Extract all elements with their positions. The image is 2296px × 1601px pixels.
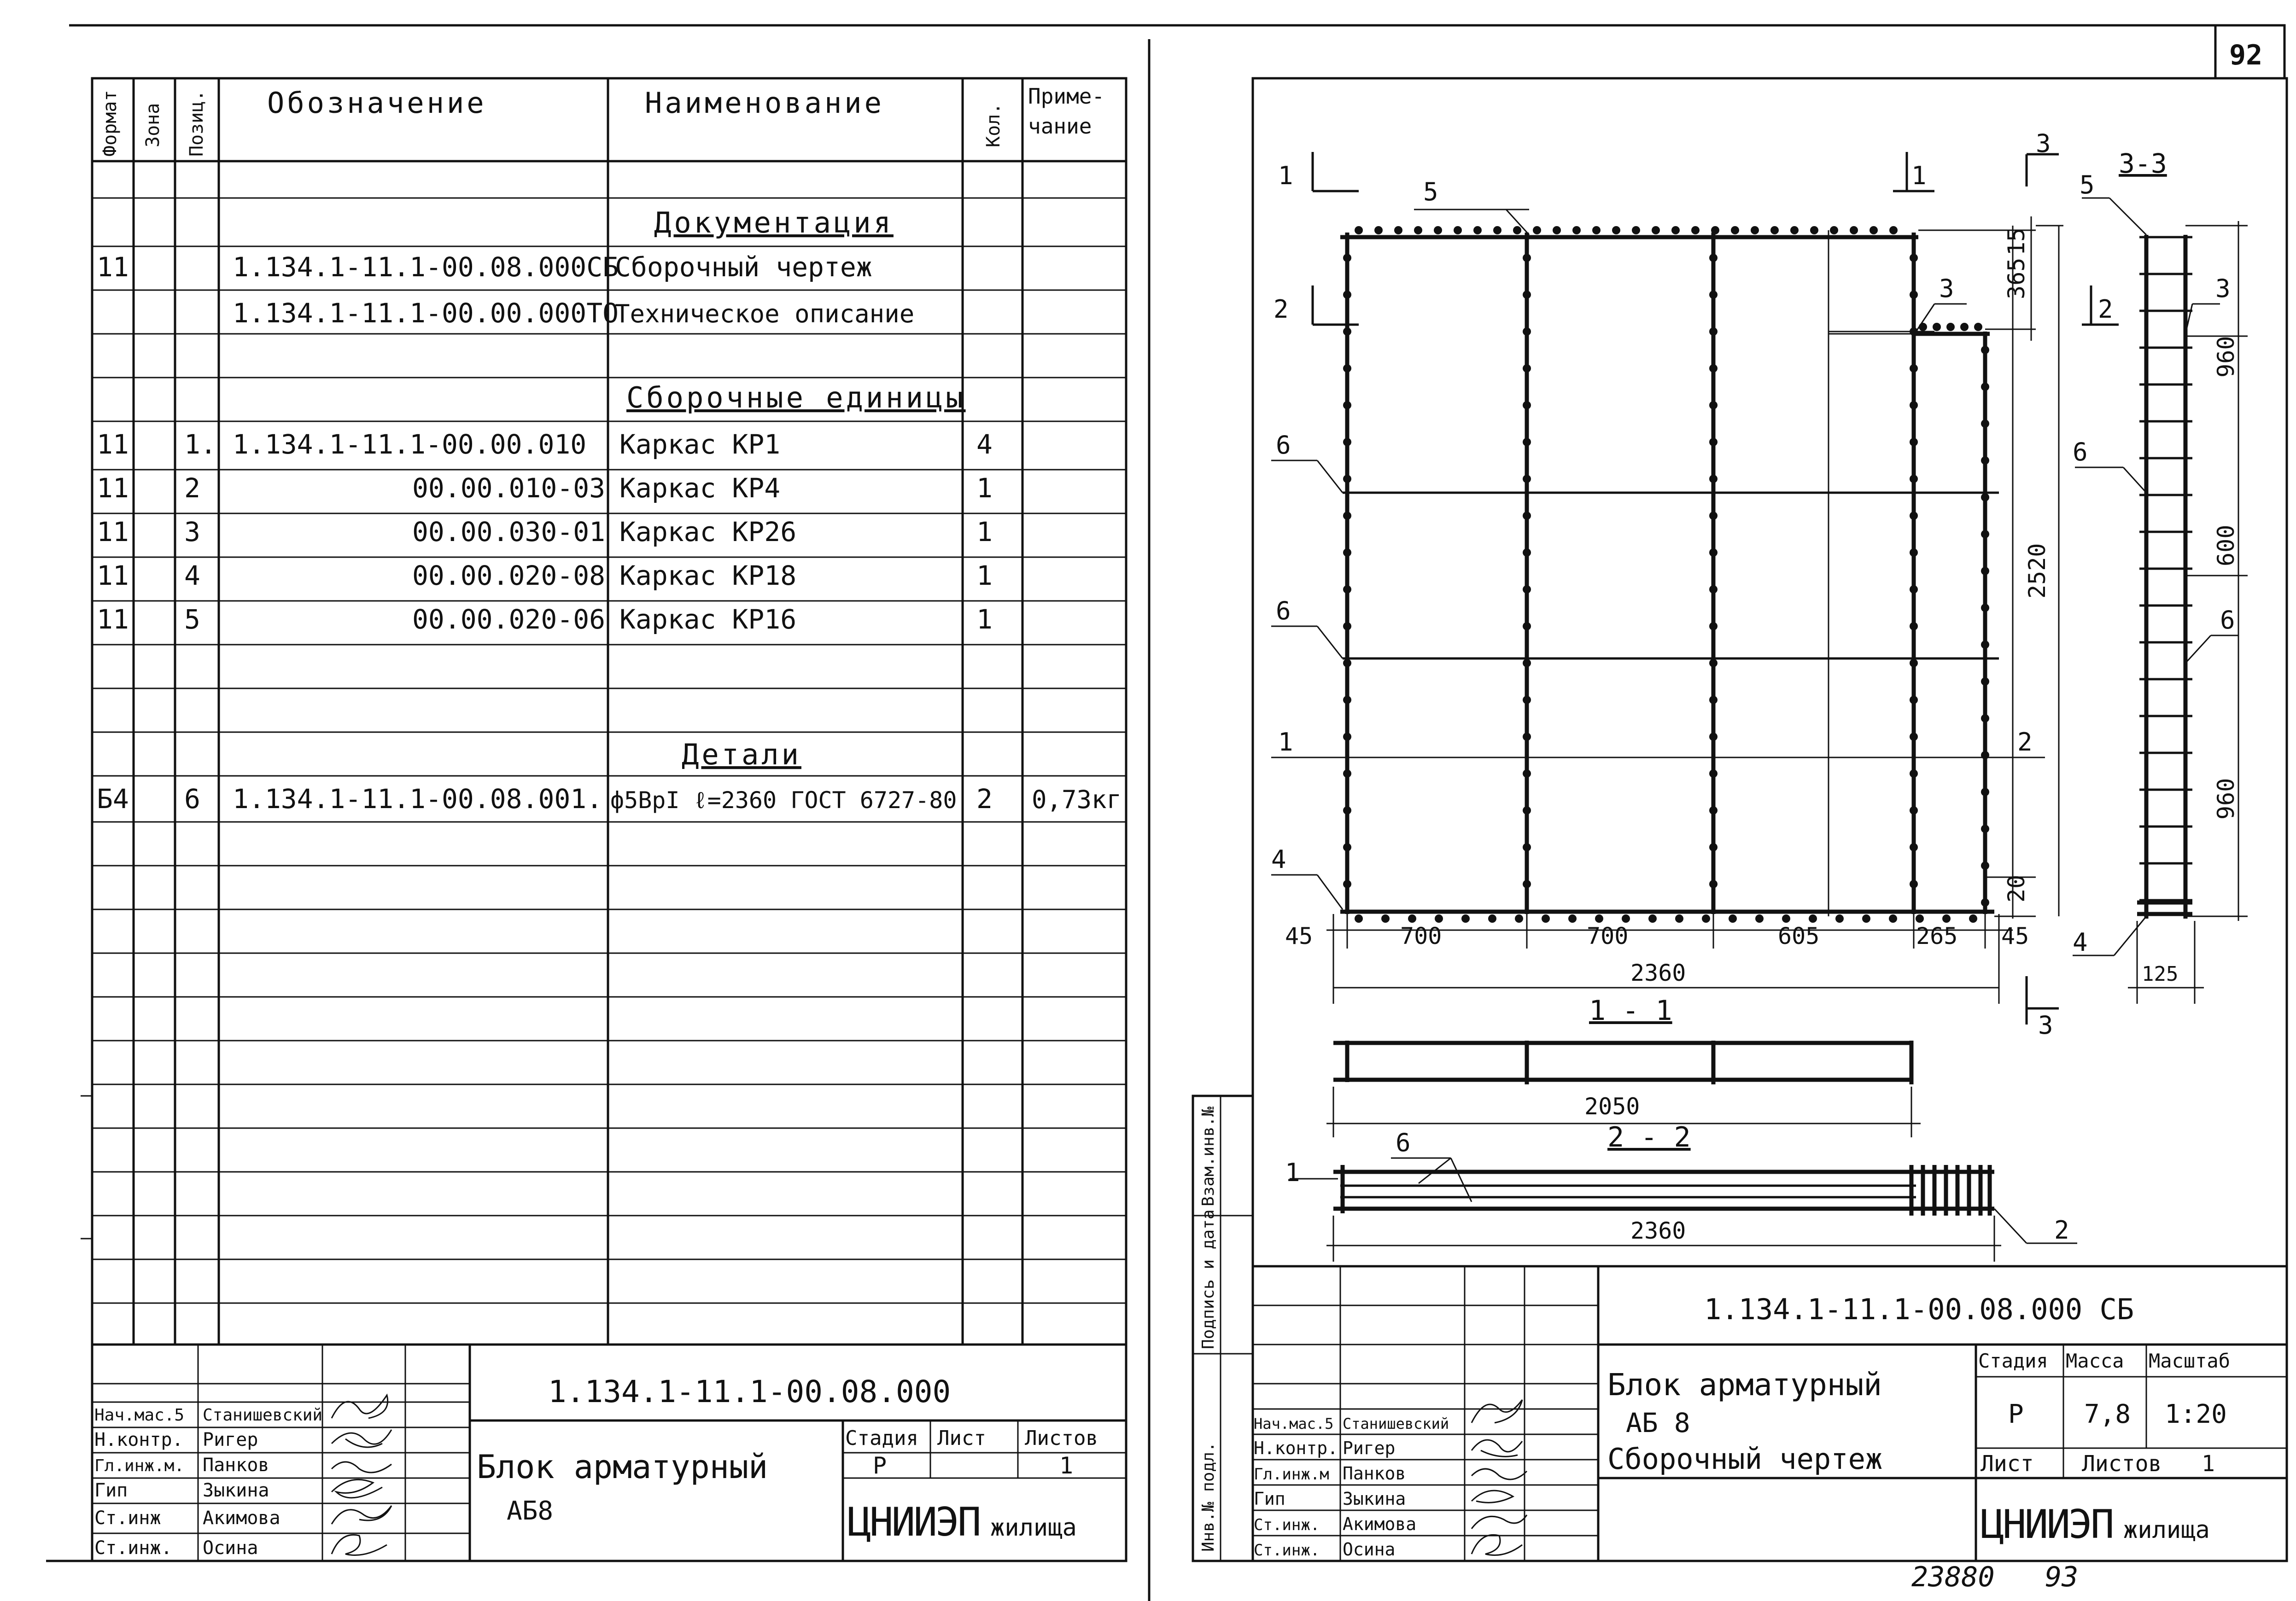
section-1-1-label: 1 - 1 — [1589, 995, 1672, 1027]
dim-125: 125 — [2142, 962, 2179, 986]
bar-dot — [1910, 880, 1918, 888]
callout-2-section-2: 2 — [2054, 1216, 2069, 1245]
header-designation: Обозначение — [267, 86, 487, 120]
handwritten-signature-icon — [1472, 1400, 1527, 1555]
bar-dot — [1461, 914, 1470, 923]
cage-elevation — [1271, 230, 1999, 916]
header-note-2: чание — [1028, 114, 1092, 139]
section-assembly-units: Сборочные единицы — [626, 381, 966, 414]
bar-dot — [1709, 512, 1718, 520]
bar-dot — [1343, 512, 1351, 520]
bar-dot — [1343, 548, 1351, 557]
bar-dot — [1809, 914, 1817, 923]
bar-dot — [1782, 914, 1790, 923]
bar-dot — [1981, 419, 1989, 428]
bar-dot — [1343, 880, 1351, 888]
bar-dot — [1709, 806, 1718, 815]
bar-dot — [1343, 622, 1351, 630]
bar-dot — [1981, 640, 1989, 649]
bar-dot — [1343, 696, 1351, 704]
bar-dot — [1709, 364, 1718, 373]
section-3-3 — [2027, 129, 2248, 1040]
drawing-sheets-label: Листов — [2082, 1451, 2162, 1477]
bar-dot — [1981, 898, 1989, 907]
row-u2-designation: 00.00.010-03 — [412, 472, 606, 504]
bar-dot — [1709, 401, 1718, 409]
drawing-scale: 1:20 — [2165, 1399, 2227, 1429]
bar-dot — [1533, 226, 1541, 234]
row-u2-name: Каркас КР4 — [619, 472, 781, 504]
bar-dot — [1709, 254, 1718, 262]
spec-sig-role-1: Нач.мас.5 — [94, 1406, 185, 1425]
bar-dot — [1414, 226, 1422, 234]
bar-dot — [1523, 843, 1531, 851]
bar-dot — [1434, 226, 1442, 234]
drawing-scale-label: Масштаб — [2149, 1350, 2231, 1372]
spec-title-1: Блок арматурный — [477, 1448, 768, 1486]
section-1-label-left: 1 — [1278, 161, 1293, 190]
row-u2-qty: 1 — [976, 472, 993, 504]
drawing-title-3: Сборочный чертеж — [1607, 1442, 1883, 1476]
dim-15: 15 — [2003, 227, 2030, 256]
bar-dot — [1910, 585, 1918, 594]
row-d1-note: 0,73кг — [1032, 785, 1122, 814]
header-position: Позиц. — [186, 90, 207, 157]
bar-dot — [1523, 475, 1531, 483]
bar-dot — [1981, 825, 1989, 833]
spec-sig-role-4: Гип — [94, 1480, 128, 1501]
bar-dot — [1850, 226, 1858, 234]
row-u3-name: Каркас КР26 — [619, 516, 797, 547]
drawing-sheets-count: 1 — [2202, 1451, 2215, 1477]
row-u5-format: 11 — [97, 604, 129, 635]
dim-2050: 2050 — [1584, 1093, 1640, 1120]
bar-dot — [1981, 383, 1989, 391]
bar-dot — [1942, 914, 1951, 923]
dim-2360-bottom: 2360 — [1630, 1217, 1686, 1244]
side-inv-orig: Инв.№ подл. — [1199, 1442, 1218, 1552]
archive-sheet: 93 — [2045, 1561, 2079, 1593]
bar-dot — [1910, 843, 1918, 851]
bar-dot — [1709, 659, 1718, 667]
bar-dot — [1910, 512, 1918, 520]
bar-dot — [1709, 475, 1718, 483]
bar-dot — [1523, 364, 1531, 373]
callout-6-lower: 6 — [1276, 596, 1291, 625]
drawing-mass-label: Масса — [2066, 1350, 2124, 1372]
drawing-code: 1.134.1-11.1-00.08.000 СБ — [1704, 1292, 2134, 1326]
drawing-stage-label: Стадия — [1978, 1350, 2048, 1372]
spec-sig-role-6: Ст.инж. — [94, 1537, 172, 1559]
bar-dot — [1523, 254, 1531, 262]
bar-dot — [1729, 914, 1737, 923]
spec-stage: Р — [873, 1452, 887, 1479]
row-d1-name: ф5ВрI ℓ=2360 ГОСТ 6727-80 — [610, 787, 957, 814]
drawing-sig-role-1: Нач.мас.5 — [1254, 1415, 1334, 1432]
bar-dot — [1916, 914, 1924, 923]
bar-dot — [1523, 291, 1531, 299]
bar-dot — [1343, 254, 1351, 262]
bar-dot — [1592, 226, 1601, 234]
bar-dot — [1343, 438, 1351, 446]
bar-dot — [1889, 226, 1898, 234]
spec-sig-name-5: Акимова — [203, 1508, 280, 1529]
bar-dot — [1810, 226, 1818, 234]
drawing-title-block — [1253, 1266, 2287, 1561]
bar-dot — [1612, 226, 1620, 234]
bar-dot — [1381, 914, 1390, 923]
header-zone: Зона — [142, 103, 164, 147]
drawing-org-1: ЦНИИЭП — [1981, 1502, 2113, 1548]
bar-dot — [1981, 346, 1989, 354]
drawing-sig-name-4: Зыкина — [1343, 1489, 1406, 1509]
row-u1-format: 11 — [97, 429, 129, 460]
bar-dot — [1523, 769, 1531, 778]
row-u5-name: Каркас КР16 — [619, 604, 797, 635]
dim-605: 605 — [1778, 923, 1820, 949]
bar-dot — [1981, 862, 1989, 870]
row-doc1-name: Сборочный чертеж — [615, 251, 872, 283]
row-u1-qty: 4 — [976, 429, 993, 460]
bar-dot — [1946, 323, 1955, 331]
bar-dot — [1652, 226, 1660, 234]
spec-org-1: ЦНИИЭП — [847, 1499, 980, 1545]
bar-dot — [1709, 438, 1718, 446]
drawing-sig-name-3: Панков — [1343, 1463, 1406, 1484]
bar-dot — [1515, 914, 1523, 923]
drawing-sig-name-1: Станишевский — [1343, 1415, 1449, 1432]
row-d1-qty: 2 — [976, 783, 993, 815]
bar-dot — [1523, 438, 1531, 446]
bar-dot — [1910, 548, 1918, 557]
callout-5: 5 — [1423, 177, 1438, 206]
row-doc2-name: Техническое описание — [615, 299, 915, 328]
dim-20: 20 — [2003, 874, 2030, 902]
row-u3-designation: 00.00.030-01 — [412, 516, 606, 547]
bar-dot — [1374, 226, 1383, 234]
dim-265: 265 — [1916, 923, 1958, 949]
drawing-sig-name-6: Осина — [1343, 1539, 1396, 1560]
callout-6-section-a: 6 — [2073, 437, 2088, 466]
row-u5-designation: 00.00.020-06 — [412, 604, 606, 635]
bar-dot — [1709, 880, 1718, 888]
row-u5-pos: 5 — [184, 604, 200, 635]
section-documentation: Документация — [654, 206, 894, 239]
section-3-mark-bottom: 3 — [2038, 1011, 2053, 1040]
bar-dot — [1910, 769, 1918, 778]
bar-dot — [1910, 622, 1918, 630]
drawing-sig-role-3: Гл.инж.м — [1254, 1465, 1329, 1484]
bar-dot — [1910, 659, 1918, 667]
bar-dot — [1523, 806, 1531, 815]
spec-sig-role-5: Ст.инж — [94, 1508, 161, 1529]
row-u3-pos: 3 — [184, 516, 200, 547]
spec-code: 1.134.1-11.1-00.08.000 — [548, 1374, 951, 1409]
row-doc1-format: 11 — [97, 251, 129, 283]
drawing-mass: 7,8 — [2084, 1399, 2131, 1429]
dim-700-a: 700 — [1400, 923, 1442, 949]
dim-2360-top: 2360 — [1630, 960, 1686, 986]
bar-dot — [1790, 226, 1799, 234]
bar-dot — [1709, 696, 1718, 704]
spec-sig-name-1: Станишевский — [203, 1406, 323, 1425]
spec-org-2: жилища — [990, 1514, 1077, 1542]
bar-dot — [1770, 226, 1779, 234]
spec-sig-name-4: Зыкина — [203, 1480, 269, 1501]
bar-dot — [1910, 438, 1918, 446]
bar-dot — [1981, 714, 1989, 722]
section-1-1 — [1326, 995, 1921, 1137]
bar-dot — [1870, 226, 1878, 234]
bar-dot — [1910, 733, 1918, 741]
side-signature-date: Подпись и дата — [1199, 1209, 1218, 1349]
row-doc2-designation: 1.134.1-11.1-00.00.000ТО — [233, 297, 619, 329]
drawing-title-1: Блок арматурный — [1607, 1367, 1882, 1403]
bar-dot — [1919, 323, 1927, 331]
dim-960-top: 960 — [2213, 336, 2239, 378]
callout-6-section-2: 6 — [1396, 1128, 1411, 1157]
bar-dot — [1488, 914, 1496, 923]
spec-sig-role-3: Гл.инж.м. — [94, 1456, 185, 1475]
bar-dot — [1969, 914, 1977, 923]
bar-dot — [1709, 291, 1718, 299]
bar-dot — [1343, 327, 1351, 336]
bar-dot — [1648, 914, 1657, 923]
bar-dot — [1523, 733, 1531, 741]
bar-dot — [1889, 914, 1897, 923]
bar-dot — [1523, 622, 1531, 630]
bar-dot — [1711, 226, 1719, 234]
bar-dot — [1974, 323, 1982, 331]
bar-dot — [1910, 475, 1918, 483]
bar-dot — [1343, 733, 1351, 741]
spec-title-2: АБ8 — [507, 1496, 554, 1526]
bar-dot — [1830, 226, 1838, 234]
section-1-label-right: 1 — [1911, 161, 1927, 190]
row-u4-name: Каркас КР18 — [619, 560, 797, 591]
bar-dot — [1408, 914, 1416, 923]
bar-dot — [1751, 226, 1759, 234]
bar-dot — [1981, 493, 1989, 501]
row-u1-designation: 1.134.1-11.1-00.00.010 — [233, 429, 587, 460]
row-u4-format: 11 — [97, 560, 129, 591]
bar-dot — [1910, 291, 1918, 299]
bar-dot — [1981, 677, 1989, 686]
bar-dot — [1523, 880, 1531, 888]
row-u1-pos: 1. — [184, 429, 216, 460]
callout-3: 3 — [1939, 274, 1954, 303]
bar-dot — [1622, 914, 1630, 923]
spec-sig-name-6: Осина — [203, 1537, 258, 1559]
bar-dot — [1595, 914, 1603, 923]
callout-6-upper: 6 — [1276, 431, 1291, 460]
spec-sheet-count: 1 — [1059, 1452, 1074, 1479]
bar-dot — [1343, 291, 1351, 299]
bar-dot — [1910, 364, 1918, 373]
bar-dot — [1632, 226, 1640, 234]
bar-dot — [1355, 226, 1363, 234]
dim-700-b: 700 — [1587, 923, 1629, 949]
bar-dot — [1523, 659, 1531, 667]
row-u2-pos: 2 — [184, 472, 200, 504]
bar-dot — [1454, 226, 1462, 234]
bar-dot — [1343, 475, 1351, 483]
dim-45-left: 45 — [1285, 923, 1313, 949]
header-format: Формат — [99, 90, 121, 157]
side-replaces-inv: Взам.инв.№ — [1199, 1106, 1218, 1206]
section-3-mark-top: 3 — [2036, 129, 2051, 158]
spec-sig-name-2: Ригер — [203, 1429, 258, 1450]
bar-dot — [1343, 585, 1351, 594]
bar-dot — [1343, 401, 1351, 409]
bar-dot — [1671, 226, 1680, 234]
bar-dot — [1709, 733, 1718, 741]
bar-dot — [1568, 914, 1577, 923]
drawing-org-2: жилища — [2123, 1516, 2210, 1544]
bar-dot — [1910, 806, 1918, 815]
row-u4-qty: 1 — [976, 560, 993, 591]
drawing-sheet-label: Лист — [1981, 1451, 2034, 1477]
bar-dot — [1435, 914, 1443, 923]
spec-sig-name-3: Панков — [203, 1455, 269, 1476]
section-2-label-left: 2 — [1274, 295, 1289, 324]
drawing-sig-role-5: Ст.инж. — [1254, 1516, 1320, 1534]
bar-dot — [1702, 914, 1710, 923]
callout-1-section-2: 1 — [1285, 1158, 1300, 1187]
dim-2520: 2520 — [2024, 543, 2051, 599]
row-u4-designation: 00.00.020-08 — [412, 560, 606, 591]
archive-number: 23880 — [1911, 1561, 1995, 1593]
row-u5-qty: 1 — [976, 604, 993, 635]
dim-600: 600 — [2213, 524, 2239, 566]
bar-dot — [1910, 254, 1918, 262]
bar-dot — [1343, 769, 1351, 778]
bar-dot — [1343, 364, 1351, 373]
bar-cross-section-dots — [1343, 226, 1989, 923]
drawing-sig-role-6: Ст.инж. — [1254, 1541, 1320, 1560]
spec-sheets-label: Листов — [1025, 1426, 1098, 1450]
bar-dot — [1343, 806, 1351, 815]
section-marker-1 — [1313, 152, 1934, 191]
bar-dot — [1960, 323, 1969, 331]
bar-dot — [1709, 843, 1718, 851]
bar-dot — [1523, 327, 1531, 336]
bar-dot — [1523, 401, 1531, 409]
bar-dot — [1755, 914, 1764, 923]
bar-dot — [1981, 788, 1989, 796]
bar-dot — [1493, 226, 1501, 234]
row-doc1-designation: 1.134.1-11.1-00.08.000СБ — [233, 251, 619, 283]
bar-dot — [1933, 323, 1941, 331]
bar-dot — [1513, 226, 1521, 234]
bar-dot — [1343, 659, 1351, 667]
bar-dot — [1523, 585, 1531, 594]
bar-dot — [1862, 914, 1870, 923]
dim-45-right: 45 — [2001, 923, 2029, 949]
row-u3-format: 11 — [97, 516, 129, 547]
spec-stage-label: Стадия — [845, 1426, 918, 1450]
bar-dot — [1910, 696, 1918, 704]
bar-dot — [1981, 604, 1989, 612]
callout-4: 4 — [1271, 845, 1286, 874]
row-d1-designation: 1.134.1-11.1-00.08.001. — [233, 783, 603, 815]
drawing-sig-role-4: Гип — [1254, 1489, 1285, 1509]
spec-title-block — [92, 1345, 1126, 1561]
row-u4-pos: 4 — [184, 560, 200, 591]
row-u3-qty: 1 — [976, 516, 993, 547]
bar-dot — [1691, 226, 1700, 234]
bar-dot — [1553, 226, 1561, 234]
drawing-sig-name-2: Ригер — [1343, 1438, 1396, 1458]
callout-1: 1 — [1278, 728, 1293, 757]
section-2-label-right: 2 — [2098, 295, 2113, 324]
bar-dot — [1394, 226, 1402, 234]
spec-sheet-label: Лист — [937, 1426, 986, 1450]
bar-dot — [1835, 914, 1844, 923]
drawing-sig-role-2: Н.контр. — [1254, 1438, 1338, 1458]
callout-5-section: 5 — [2080, 170, 2095, 199]
assembly-drawing-sheet — [1193, 25, 2287, 1593]
row-d1-format: Б4 — [97, 783, 129, 815]
spec-sig-role-2: Н.контр. — [94, 1429, 183, 1450]
bar-dot — [1709, 327, 1718, 336]
header-name: Наименование — [645, 86, 884, 120]
bar-dot — [1542, 914, 1550, 923]
bar-dot — [1343, 843, 1351, 851]
drawing-stage: Р — [2008, 1399, 2024, 1429]
drawing-sig-name-5: Акимова — [1343, 1514, 1417, 1534]
bar-dot — [1709, 769, 1718, 778]
bar-dot — [1709, 548, 1718, 557]
page-number: 92 — [2229, 39, 2263, 71]
row-u1-name: Каркас КР1 — [619, 429, 781, 460]
bar-dot — [1709, 622, 1718, 630]
header-note-1: Приме- — [1028, 84, 1105, 109]
drawing-title-2: АБ 8 — [1626, 1407, 1690, 1438]
dim-960-bottom: 960 — [2213, 778, 2239, 820]
bar-dot — [1675, 914, 1683, 923]
bar-dot — [1731, 226, 1739, 234]
bar-dot — [1981, 530, 1989, 538]
section-2-2-label: 2 - 2 — [1607, 1121, 1691, 1153]
callout-3-section: 3 — [2215, 274, 2231, 303]
callout-4-section: 4 — [2073, 928, 2088, 957]
callout-leaders — [1271, 210, 2045, 909]
bar-dot — [1572, 226, 1581, 234]
bar-dot — [1981, 567, 1989, 575]
bar-dot — [1523, 696, 1531, 704]
bar-dot — [1473, 226, 1482, 234]
section-3-3-label: 3-3 — [2119, 148, 2167, 179]
bar-dot — [1981, 456, 1989, 465]
bar-dot — [1523, 548, 1531, 557]
bar-dot — [1709, 585, 1718, 594]
callout-2: 2 — [2017, 728, 2033, 757]
handwritten-signature-icon — [332, 1395, 391, 1555]
row-u2-format: 11 — [97, 472, 129, 504]
header-qty: Кол. — [983, 103, 1004, 147]
bar-dot — [1523, 512, 1531, 520]
row-d1-pos: 6 — [184, 783, 200, 815]
section-2-2 — [1285, 1121, 2077, 1262]
section-details: Детали — [682, 738, 801, 771]
callout-6-section-b: 6 — [2220, 605, 2235, 635]
bar-dot — [1355, 914, 1363, 923]
dim-365: 365 — [2003, 257, 2030, 299]
specification-sheet — [46, 78, 1126, 1561]
bar-dot — [1910, 401, 1918, 409]
